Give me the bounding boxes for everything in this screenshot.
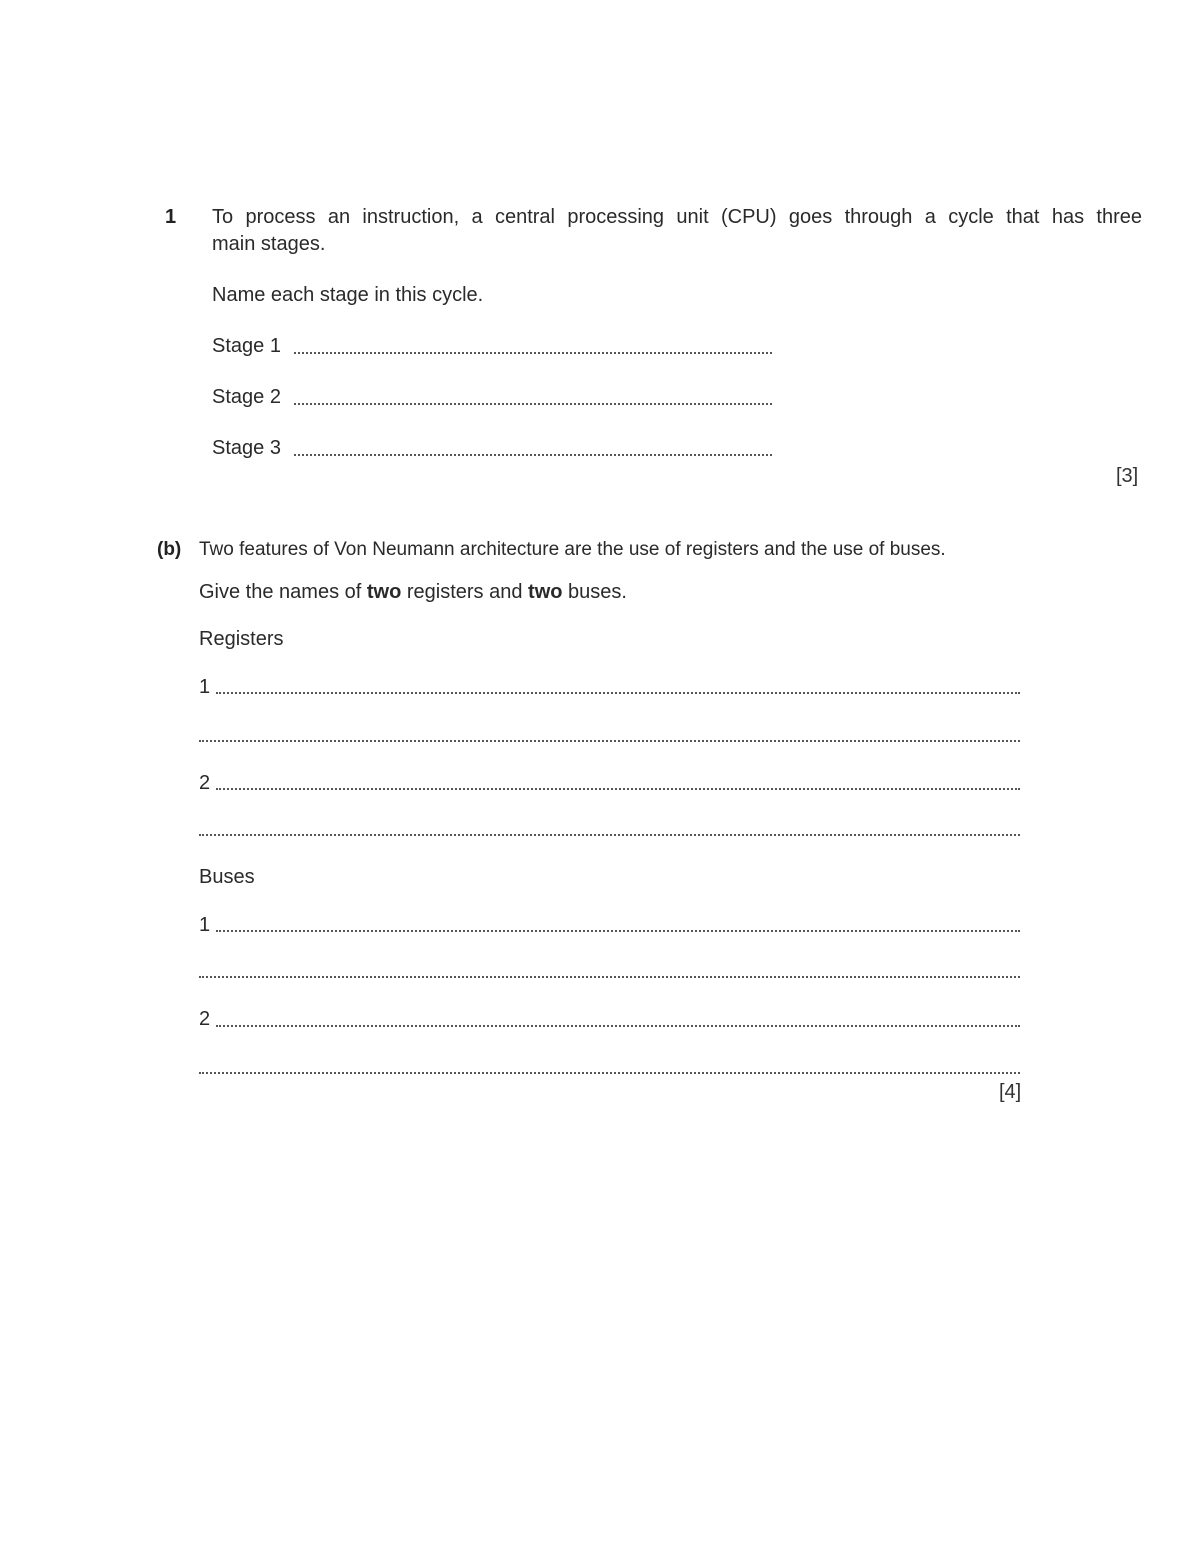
question-instruction: Name each stage in this cycle. — [212, 284, 484, 306]
instruction-middle: registers and — [401, 581, 529, 603]
buses-heading: Buses — [199, 866, 255, 888]
bus-1-answer-line-continued[interactable] — [199, 976, 1020, 978]
instruction-bold-two-buses: two — [528, 581, 563, 603]
question-1-marks: [3] — [1116, 465, 1139, 487]
stage-2-answer-line[interactable] — [294, 403, 772, 405]
part-b-label: (b) — [157, 539, 182, 560]
stage-3-answer-line[interactable] — [294, 454, 772, 456]
bus-1-number: 1 — [199, 914, 211, 936]
part-b-marks: [4] — [999, 1081, 1022, 1103]
stage-1-label: Stage 1 — [212, 335, 281, 357]
registers-heading: Registers — [199, 628, 284, 650]
register-2-number: 2 — [199, 772, 211, 794]
part-b-instruction — [199, 580, 627, 604]
register-1-answer-line-continued[interactable] — [199, 740, 1020, 742]
question-number: 1 — [165, 206, 177, 228]
stage-2-label: Stage 2 — [212, 386, 281, 408]
stage-3-label: Stage 3 — [212, 437, 281, 459]
instruction-prefix: Give the names of — [199, 581, 367, 603]
instruction-bold-two-registers: two — [366, 581, 402, 603]
part-b-intro: Two features of Von Neumann architecture are the use of registers and the use of buses. — [199, 539, 946, 560]
question-intro-line-2: main stages. — [212, 233, 326, 255]
register-2-answer-line-continued[interactable] — [199, 834, 1020, 836]
question-intro-line-1: To process an instruction, a central processing unit (CPU) goes through a cycle that has three — [212, 206, 1142, 228]
stage-1-answer-line[interactable] — [294, 352, 772, 354]
bus-2-number: 2 — [199, 1008, 211, 1030]
register-2-answer-line[interactable] — [216, 788, 1020, 790]
register-1-answer-line[interactable] — [216, 692, 1020, 694]
bus-2-answer-line-continued[interactable] — [199, 1072, 1020, 1074]
instruction-suffix: buses. — [562, 581, 627, 603]
bus-1-answer-line[interactable] — [216, 930, 1020, 932]
register-1-number: 1 — [199, 676, 211, 698]
bus-2-answer-line[interactable] — [216, 1025, 1020, 1027]
